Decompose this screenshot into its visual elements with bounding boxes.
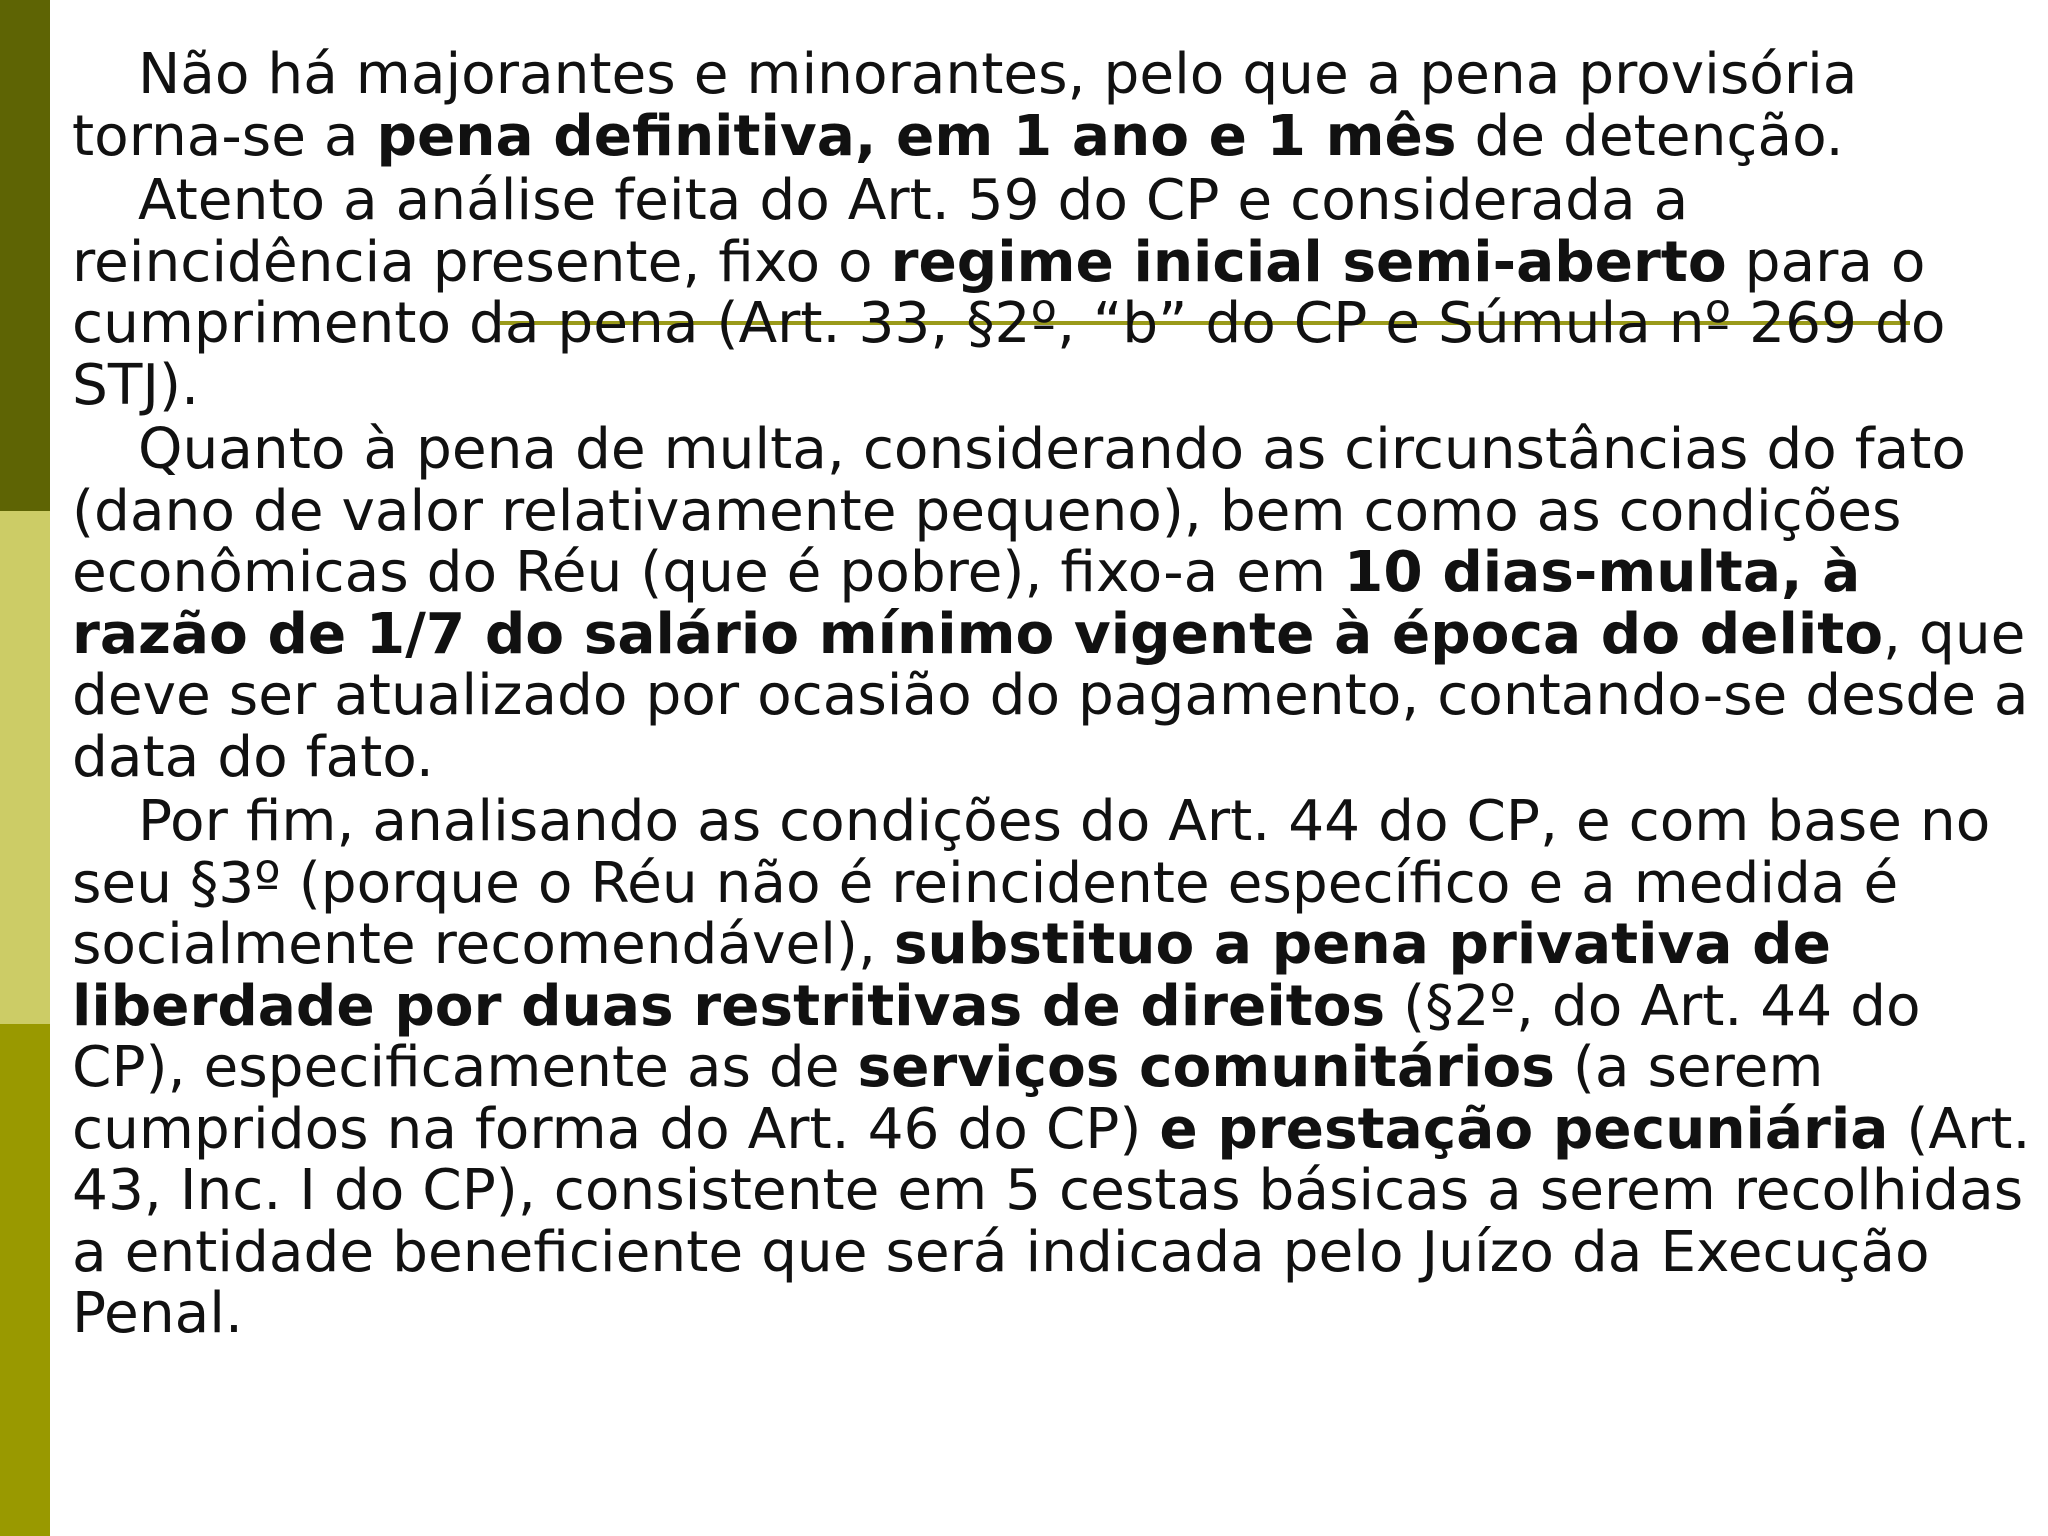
text-segment: Por fim, analisando as condições do Art. 44 do CP, e com base no seu §3º (porque o Réu não é reincidente específico e a medida é socialmente recomendável), [72, 789, 1991, 977]
text-segment: Atento a análise feita do Art. 59 do CP e considerada a reincidência presente, fixo o [72, 168, 1689, 295]
bold-segment: serviços comunitários [857, 1035, 1555, 1100]
text-segment: Quanto à pena de multa, considerando as circunstâncias do fato (dano de valor relativamente pequeno), bem como as condições econômicas do Réu (que é pobre), fixo-a em [72, 417, 1966, 605]
text-segment: para o cumprimento da pena (Art. 33, §2º, “b” do CP e Súmula nº 269 do STJ). [72, 229, 1946, 418]
bold-segment: pena definitiva, em 1 ano e 1 mês [376, 103, 1457, 169]
bold-segment: 10 dias-multa, à razão de 1/7 do salário mínimo vigente à época do delito [72, 540, 1884, 667]
text-segment: (a serem cumpridos na forma do Art. 46 do CP) [72, 1035, 1824, 1162]
text-segment: Não há majorantes e minorantes, pelo que a pena provisória torna-se a [72, 42, 1858, 169]
paragraph-pena-de-multa [72, 419, 2032, 788]
paragraph-regime-inicial [72, 170, 2032, 416]
paragraph-substituicao-pena [72, 791, 2032, 1345]
text-segment: , que deve ser atualizado por ocasião do pagamento, contando-se desde a data do fato. [72, 601, 2029, 790]
paragraph-pena-definitiva [72, 44, 2032, 167]
text-segment: (§2º, do Art. 44 do CP), especificamente as de [72, 973, 1921, 1100]
text-segment: (Art. 43, Inc. I do CP), consistente em 5 cestas básicas a serem recolhidas a entidade beneficiente que será indicada pelo Juízo da Execução Penal. [72, 1096, 2031, 1346]
bold-segment: substituo a pena privativa de liberdade por duas restritivas de direitos [72, 912, 1831, 1039]
sidebar-bar-middle [0, 511, 50, 1024]
sidebar-bar-top [0, 0, 50, 511]
bold-segment: e prestação pecuniária [1159, 1096, 1889, 1162]
slide-text [72, 44, 2032, 1348]
sidebar-bar-bottom [0, 1024, 50, 1536]
text-segment: de detenção. [1456, 103, 1844, 169]
bold-segment: regime inicial semi-aberto [890, 229, 1727, 295]
